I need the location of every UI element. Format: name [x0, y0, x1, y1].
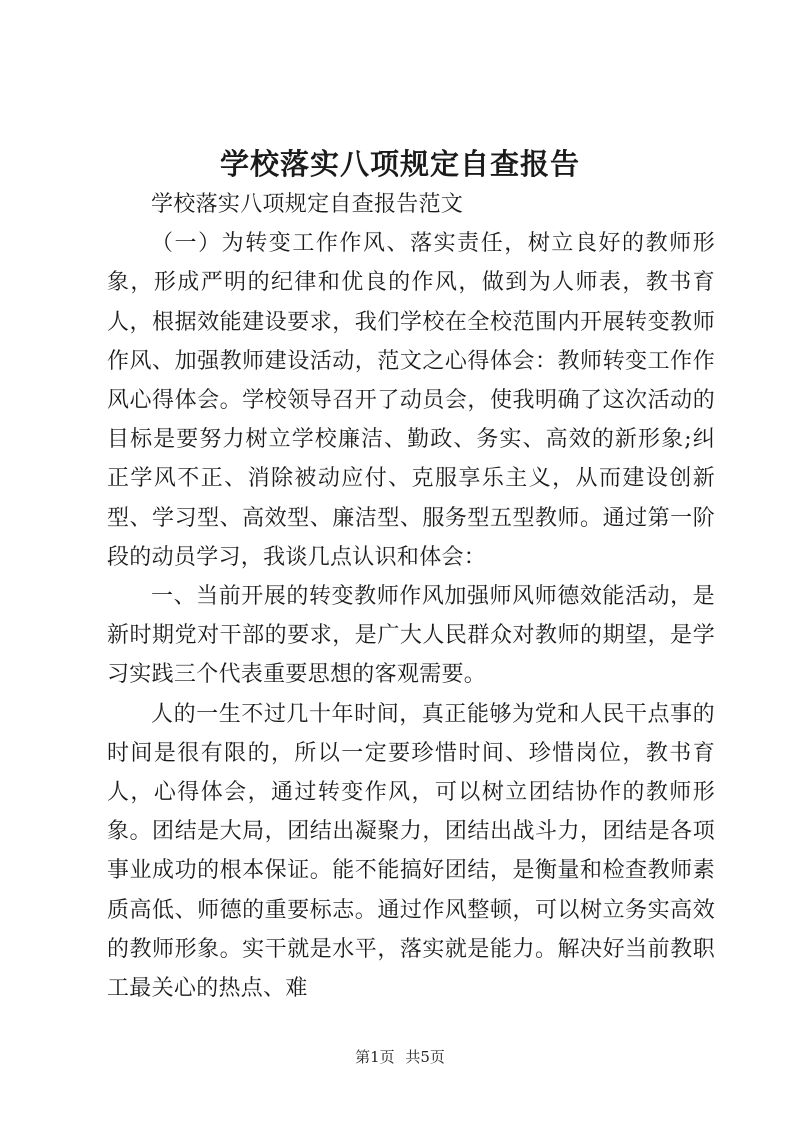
body-paragraph: 人的一生不过几十年时间，真正能够为党和人民干点事的时间是很有限的，所以一定要珍惜时间、珍惜岗位，教书育人，心得体会，通过转变作风，可以树立团结协作的教师形象。团结是大局，团结出凝聚力，团结出战斗力，团结是各项事业成功的根本保证。能不能搞好团结，是衡量和检查教师素质高低、师德的重要标志。通过作风整顿，可以树立务实高效的教师形象。实干就是水平，落实就是能力。解决好当前教职工最关心的热点、难: [107, 701, 715, 1002]
subtitle-paragraph: 学校落实八项规定自查报告范文: [151, 192, 464, 217]
page-total: 共5页: [405, 1048, 445, 1066]
document-title: 学校落实八项规定自查报告: [219, 147, 580, 181]
page-footer: [0, 1046, 800, 1067]
page-number: 第1页: [355, 1048, 395, 1066]
document-body: [107, 185, 715, 1008]
body-paragraph: （一）为转变工作作风、落实责任，树立良好的教师形象，形成严明的纪律和优良的作风，做到为人师表，教书育人，根据效能建设要求，我们学校在全校范围内开展转变教师作风、加强教师建设活动，范文之心得体会：教师转变工作作风心得体会。学校领导召开了动员会，使我明确了这次活动的目标是要努力树立学校廉洁、勤政、务实、高效的新形象;纠正学风不正、消除被动应付、克服享乐主义，从而建设创新型、学习型、高效型、廉洁型、服务型五型教师。通过第一阶段的动员学习，我谈几点认识和体会：: [107, 231, 715, 570]
body-paragraph: 一、当前开展的转变教师作风加强师风师德效能活动，是新时期党对干部的要求，是广大人民群众对教师的期望，是学习实践三个代表重要思想的客观需要。: [107, 584, 715, 688]
